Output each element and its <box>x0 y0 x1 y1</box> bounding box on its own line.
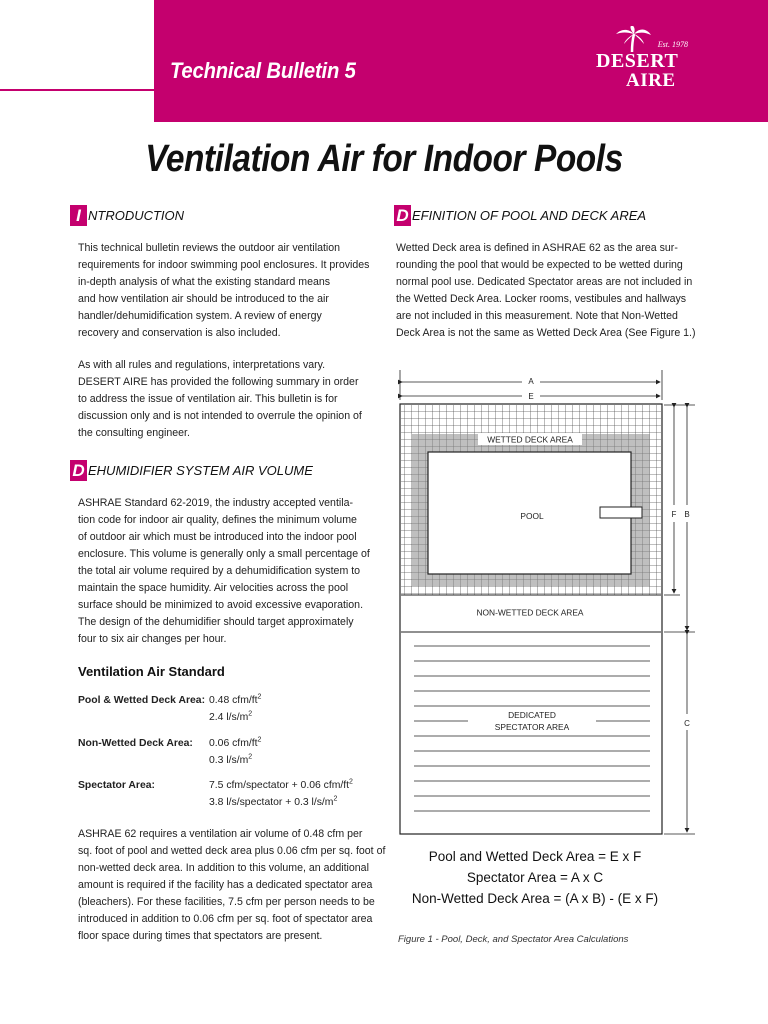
standard-row-pool <box>78 692 372 728</box>
paragraph-line: Deck Area is not the same as Wetted Deck Area (See Figure 1.) <box>396 327 696 339</box>
nonwetted-deck-label: NON-WETTED DECK AREA <box>476 607 584 618</box>
standard-label: Spectator Area: <box>78 780 155 791</box>
standard-label: Pool & Wetted Deck Area: <box>78 695 206 706</box>
dehum-drop-letter: D <box>70 460 87 481</box>
paragraph-line: tion code for indoor air quality, defines the minimum volume <box>78 514 357 526</box>
paragraph-line: As with all rules and regulations, interpretations vary. <box>78 359 326 371</box>
paragraph-line: Wetted Deck area is defined in ASHRAE 62 as the area sur- <box>396 242 678 254</box>
intro-drop-letter: I <box>70 205 87 226</box>
paragraph-line: the total air volume required by a dehumidification system to <box>78 565 361 577</box>
paragraph-line: the consulting engineer. <box>78 427 190 439</box>
dehum-heading-text: EHUMIDIFIER SYSTEM AIR VOLUME <box>88 463 313 478</box>
logo-word-desert: DESERT <box>596 50 679 72</box>
standard-value-1: 0.06 cfm/$ft^2$ <box>209 736 262 749</box>
bulletin-title: Technical Bulletin 5 <box>170 58 356 83</box>
wetted-deck-label: WETTED DECK AREA <box>487 434 573 445</box>
paragraph-line: introduced in addition to 0.06 cfm per sq. foot of spectator area <box>78 913 373 925</box>
paragraph-line: surface should be minimized to avoid excessive evaporation. <box>78 599 364 611</box>
paragraph-line: (bleachers). For these facilities, 7.5 cfm per person needs to be <box>78 896 375 908</box>
paragraph-line: ASHRAE Standard 62-2019, the industry accepted ventila- <box>78 497 354 509</box>
paragraph-line: requirements for indoor swimming pool enclosures. It provides <box>78 259 370 271</box>
paragraph-line: handler/dehumidification system. A review of energy <box>78 310 322 322</box>
paragraph-line: ASHRAE 62 requires a ventilation air volume of 0.48 cfm per <box>78 828 363 840</box>
figure-caption: Figure 1 - Pool, Deck, and Spectator Area Calculations <box>398 934 629 945</box>
intro-heading-text: NTRODUCTION <box>88 208 185 223</box>
paragraph-line: normal pool use. Dedicated Spectator areas are not included in <box>396 276 693 288</box>
page-title: Ventilation Air for Indoor Pools <box>145 138 623 180</box>
standard-label: Non-Wetted Deck Area: <box>78 738 193 749</box>
paragraph-line: maintain the space humidity. Air velocities across the pool <box>78 582 349 594</box>
paragraph-line: the Wetted Deck Area. Locker rooms, vestibules and hallways <box>396 293 687 305</box>
standard-value-1: 0.48 cfm/$ft^2$ <box>209 693 262 706</box>
pool-label: POOL <box>520 511 544 521</box>
dimension-c-label: C <box>684 719 690 728</box>
definition-paragraph <box>396 240 696 342</box>
standard-value-2: 3.8 l/s/spectator + 0.3 $l/s/m^2$ <box>209 795 338 808</box>
paragraph-line: amount is required if the facility has a dedicated spectator area <box>78 879 373 891</box>
paragraph-line: discussion only and is not intended to overrule the opinion of <box>78 410 362 422</box>
ashrae-paragraph <box>78 826 386 945</box>
paragraph-line: of outdoor air which must be introduced into the indoor pool <box>78 531 357 543</box>
paragraph-line: four to six air changes per hour. <box>78 633 227 645</box>
paragraph-line: This technical bulletin reviews the outdoor air ventilation <box>78 242 341 254</box>
definition-heading <box>394 205 646 226</box>
paragraph-line: to address the issue of ventilation air. This bulletin is for <box>78 393 338 405</box>
formula-nonwetted: Non-Wetted Deck Area = (A x B) - (E x F) <box>411 891 659 906</box>
logo-est: Est. 1978 <box>657 40 688 49</box>
paragraph-line: rounding the pool that would be expected to be wetted during <box>396 259 683 271</box>
logo-word-aire: AIRE <box>626 70 676 91</box>
standard-heading: Ventilation Air Standard <box>78 664 225 679</box>
standard-value-2: 2.4 $l/s/m^2$ <box>209 710 253 723</box>
standard-row-spectator <box>78 777 372 813</box>
standard-value-2: 0.3 $l/s/m^2$ <box>209 753 253 766</box>
intro-paragraph-1 <box>78 240 372 342</box>
desert-aire-logo <box>594 26 704 98</box>
header-rule <box>0 89 606 91</box>
paragraph-line: in-depth analysis of what the existing standard means <box>78 276 331 288</box>
dimension-b-label: B <box>684 510 690 519</box>
standard-row-nonwetted <box>78 735 372 771</box>
dimension-e-label: E <box>528 392 534 401</box>
intro-heading <box>70 205 184 226</box>
paragraph-line: floor space during times that spectators are present. <box>78 930 323 942</box>
dimension-f-label: F <box>671 510 677 519</box>
pool-deck-diagram <box>390 362 700 842</box>
spectator-label-line2: SPECTATOR AREA <box>494 722 570 732</box>
formula-pool-wetted: Pool and Wetted Deck Area = E x F <box>428 849 642 864</box>
spectator-label-line1: DEDICATED <box>508 710 556 720</box>
standard-value-1: 7.5 cfm/spectator + 0.06 cfm/$ft^2$ <box>209 778 353 791</box>
paragraph-line: DESERT AIRE has provided the following summary in order <box>78 376 359 388</box>
dehum-heading <box>70 460 313 481</box>
paragraph-line: are not included in this measurement. Note that Non-Wetted <box>396 310 678 322</box>
formula-spectator: Spectator Area = A x C <box>466 870 604 885</box>
intro-paragraph-2 <box>78 357 372 442</box>
paragraph-line: non-wetted deck area. In addition to this volume, an additional <box>78 862 369 874</box>
paragraph-line: enclosure. This volume is generally only a small percentage of <box>78 548 370 560</box>
paragraph-line: The design of the dehumidifier should target approximately <box>78 616 354 628</box>
definition-drop-letter: D <box>394 205 411 226</box>
definition-heading-text: EFINITION OF POOL AND DECK AREA <box>412 208 647 223</box>
dimension-a-label: A <box>528 377 534 386</box>
dehum-paragraph <box>78 495 372 648</box>
paragraph-line: and how ventilation air should be introduced to the air <box>78 293 329 305</box>
paragraph-line: sq. foot of pool and wetted deck area plus 0.06 cfm per sq. foot of <box>78 845 386 857</box>
paragraph-line: recovery and conservation is also included. <box>78 327 281 339</box>
